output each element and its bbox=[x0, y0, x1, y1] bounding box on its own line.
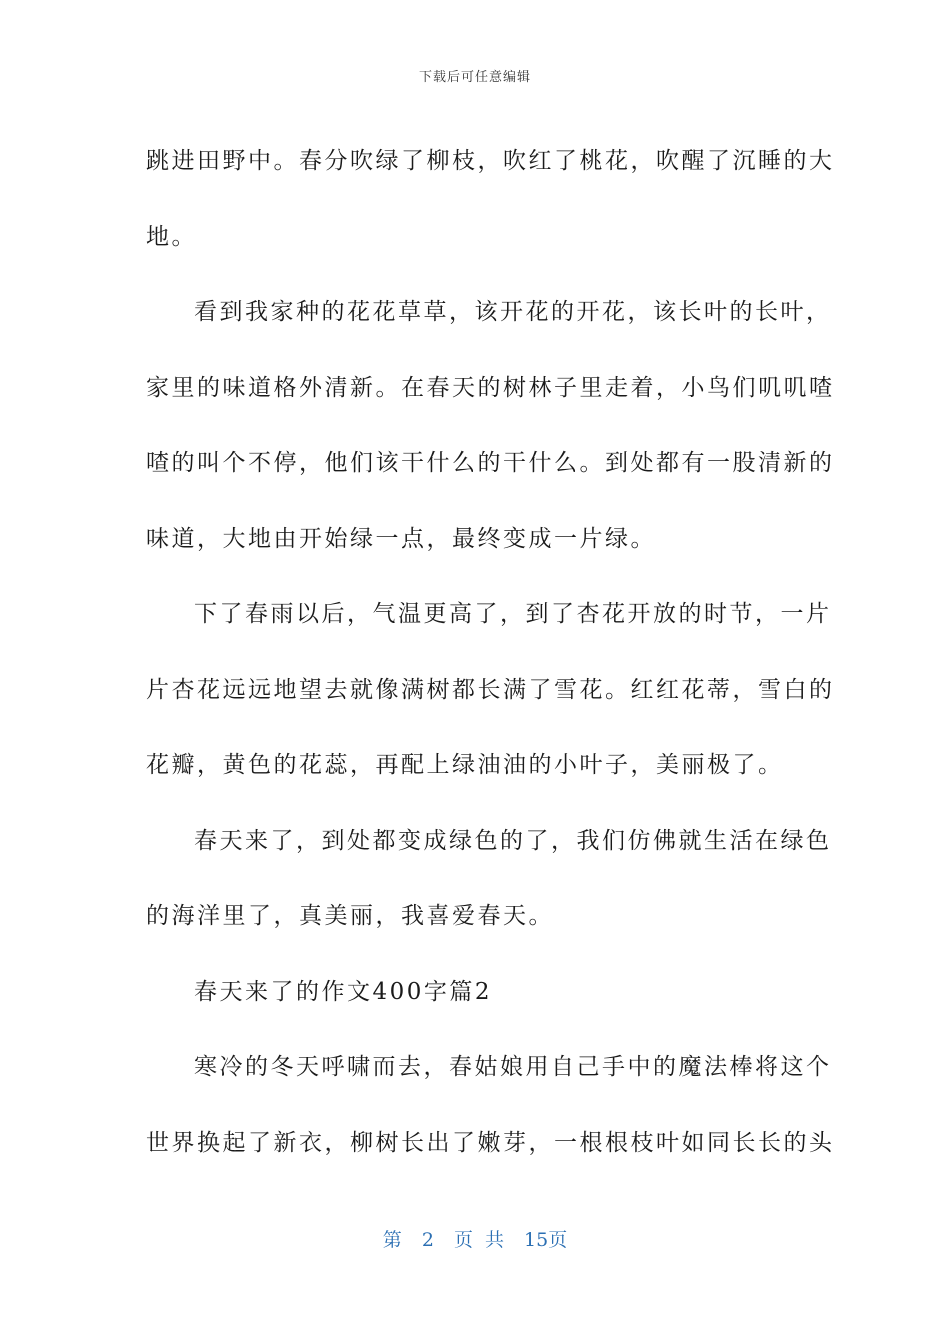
text-line: 家里的味道格外清新。在春天的树林子里走着，小鸟们叽叽喳 bbox=[146, 374, 835, 401]
text-line: 看到我家种的花花草草，该开花的开花，该长叶的长叶， bbox=[194, 299, 832, 325]
footer-prefix: 第 bbox=[382, 1229, 402, 1251]
footer-middle: 页 共 bbox=[453, 1229, 504, 1251]
text-line: 喳的叫个不停，他们该干什么的干什么。到处都有一股清新的 bbox=[146, 450, 835, 476]
text-line: 下了春雨以后，气温更高了，到了杏花开放的时节，一片 bbox=[194, 601, 832, 627]
text-line: 花瓣，黄色的花蕊，再配上绿油油的小叶子，美丽极了。 bbox=[146, 752, 784, 778]
total-pages: 15页 bbox=[524, 1229, 568, 1251]
text-line: 跳进田野中。春分吹绿了柳枝，吹红了桃花，吹醒了沉睡的大 bbox=[146, 148, 835, 174]
document-body bbox=[146, 124, 835, 1181]
text-line: 寒冷的冬天呼啸而去，春姑娘用自己手中的魔法棒将这个 bbox=[194, 1054, 832, 1080]
page-number: 2 bbox=[421, 1229, 434, 1251]
text-line: 地。 bbox=[146, 223, 197, 250]
page-header: 下载后可任意编辑 bbox=[418, 70, 531, 85]
text-line: 味道，大地由开始绿一点，最终变成一片绿。 bbox=[146, 525, 656, 552]
text-line: 世界换起了新衣，柳树长出了嫩芽，一根根枝叶如同长长的头 bbox=[146, 1129, 835, 1156]
text-line: 片杏花远远地望去就像满树都长满了雪花。红红花蒂，雪白的 bbox=[146, 676, 835, 703]
page-footer bbox=[0, 1225, 950, 1252]
section-heading: 春天来了的作文400字篇2 bbox=[194, 978, 493, 1005]
text-line: 春天来了，到处都变成绿色的了，我们仿佛就生活在绿色 bbox=[194, 827, 832, 854]
text-line: 的海洋里了，真美丽，我喜爱春天。 bbox=[146, 903, 554, 929]
